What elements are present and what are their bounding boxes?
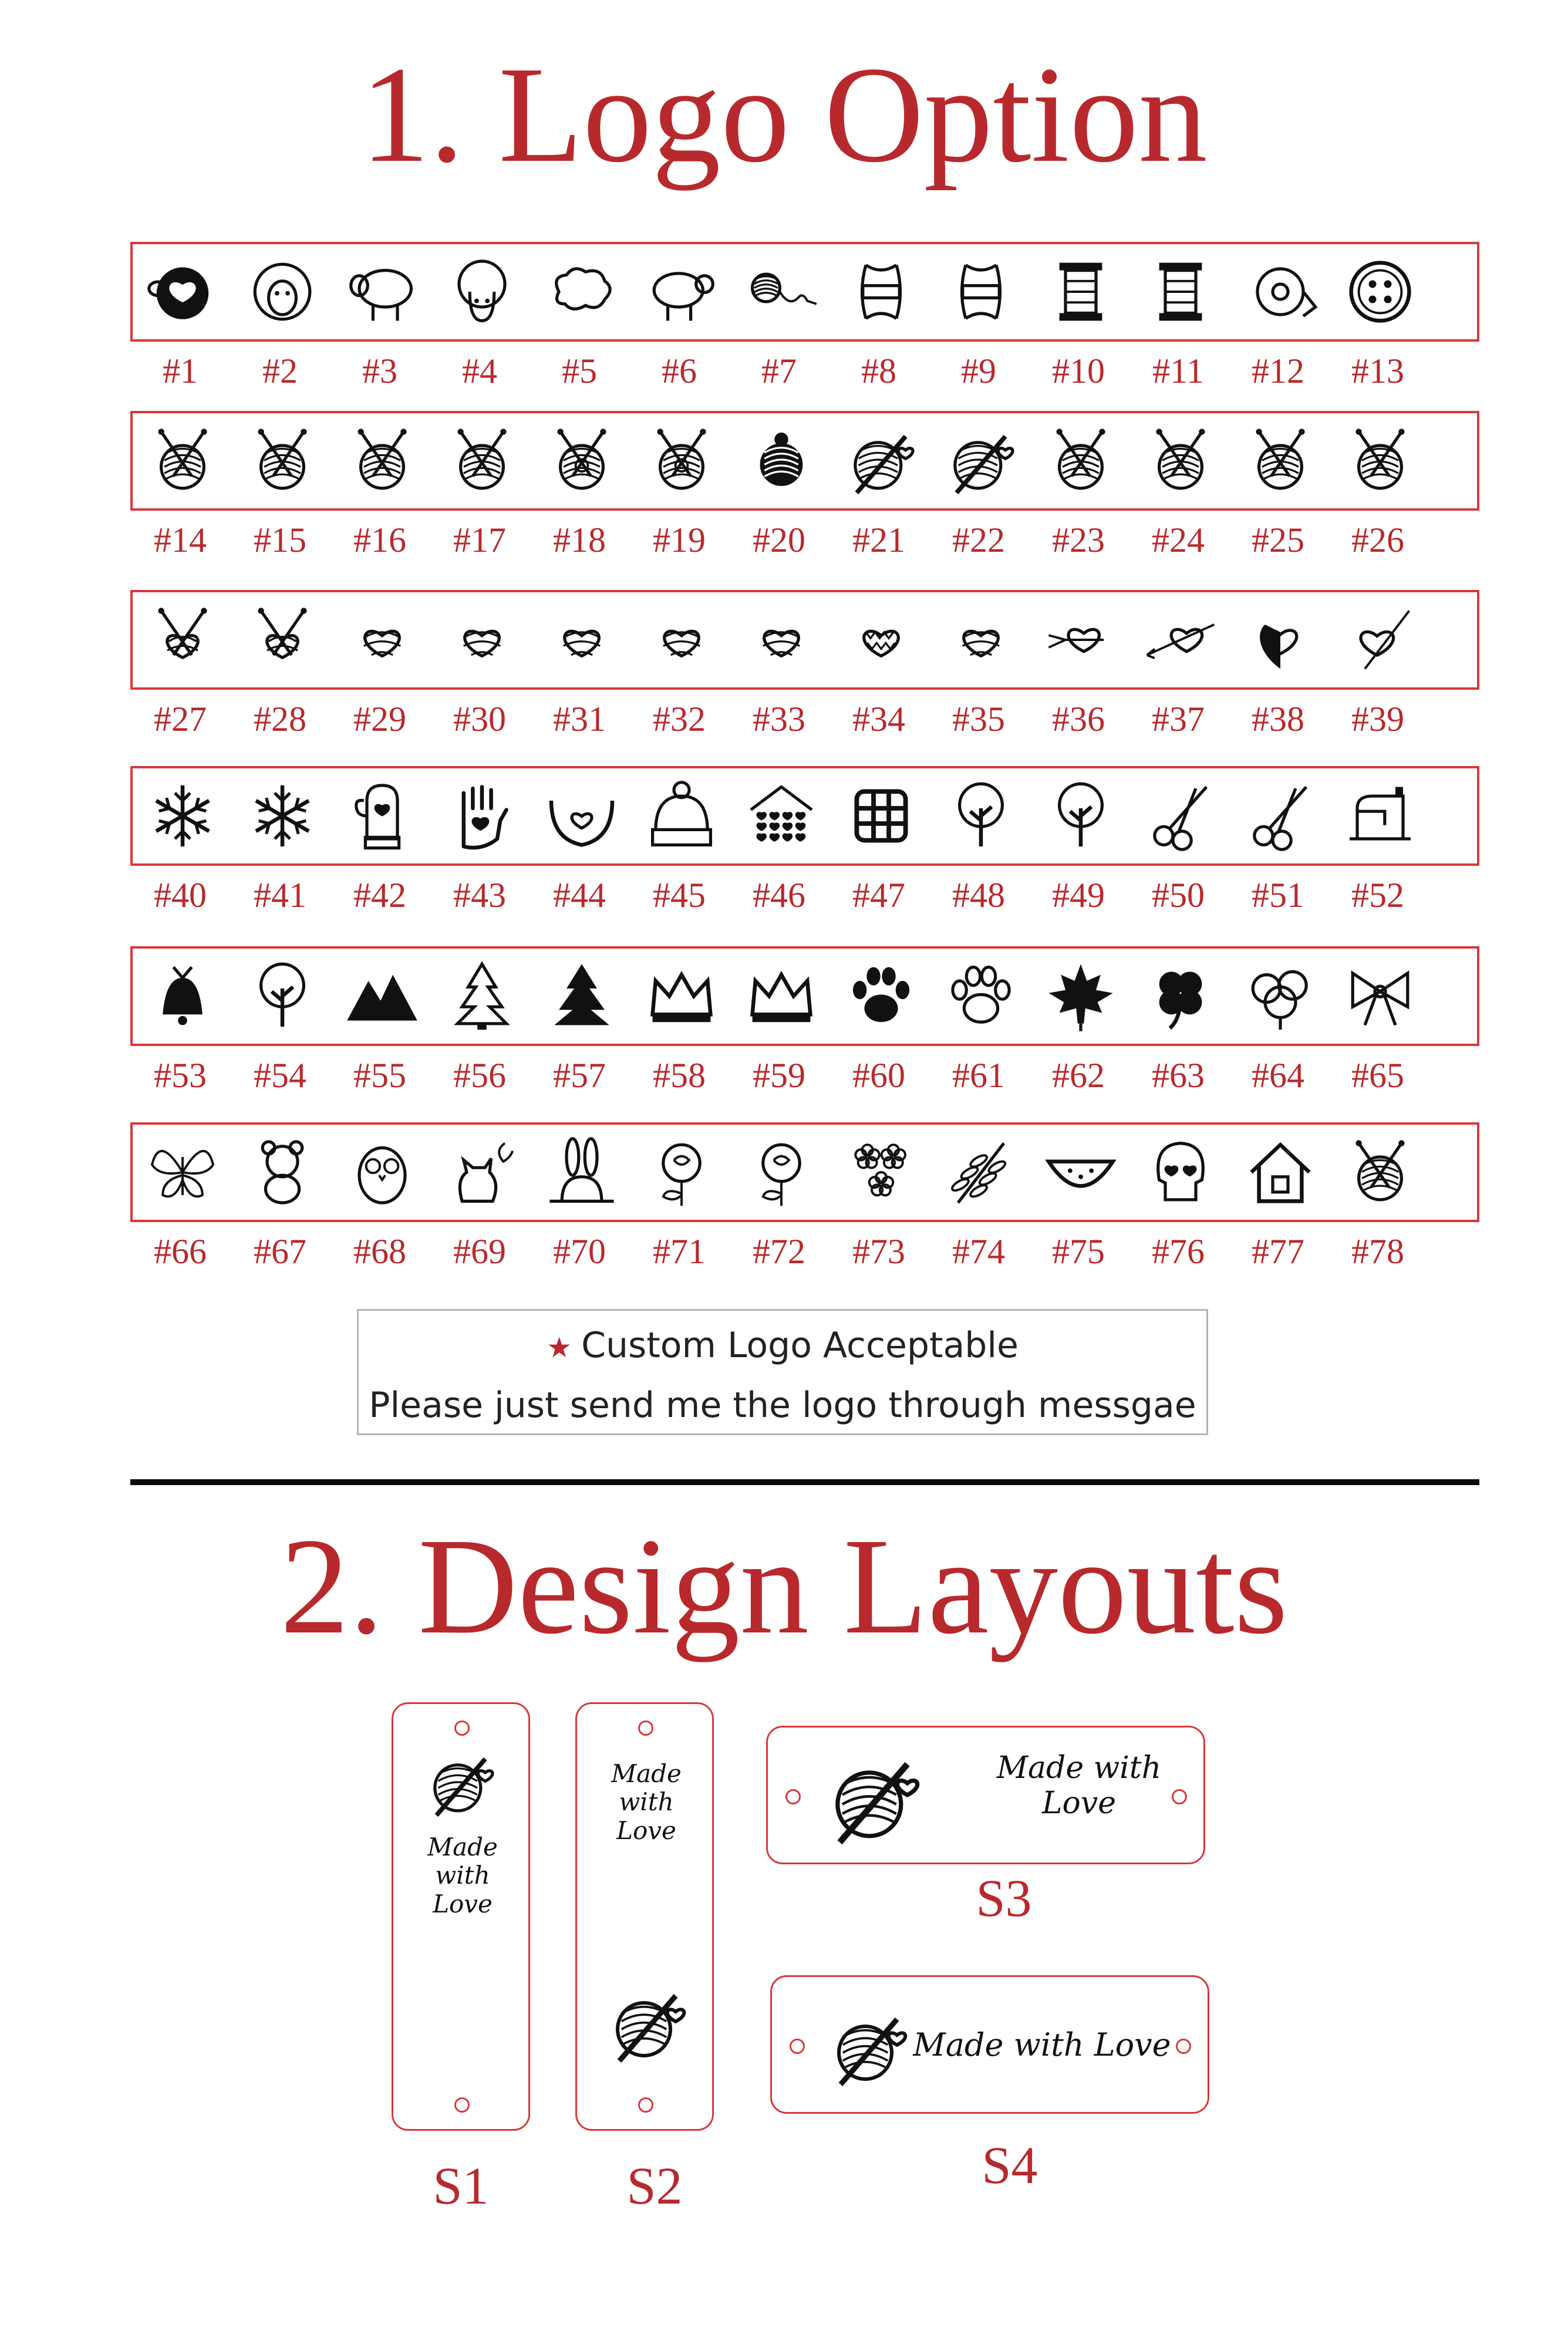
logo-number: #46 <box>753 876 805 915</box>
logo-number: #18 <box>553 521 606 559</box>
layout-text-line1: Made with <box>996 1750 1162 1786</box>
logo-number: #34 <box>852 700 905 738</box>
logo-number: #39 <box>1351 700 1404 738</box>
logo-number: #60 <box>852 1056 905 1095</box>
logo-number: #17 <box>453 521 506 559</box>
sheep-icon[interactable] <box>338 244 426 339</box>
sheep-heart-icon[interactable] <box>139 244 227 339</box>
rose-icon[interactable] <box>638 1125 726 1220</box>
snowflake-icon[interactable] <box>238 768 326 863</box>
logo-number: #38 <box>1252 700 1304 738</box>
logo-number: #23 <box>1052 521 1105 559</box>
cotton-icon[interactable] <box>1236 949 1324 1044</box>
layout-text-line2: Love <box>1042 1785 1116 1821</box>
logo-number: #37 <box>1152 700 1205 738</box>
logo-number: #61 <box>952 1056 1005 1095</box>
logo-number: #51 <box>1252 876 1304 915</box>
logo-number: #6 <box>662 352 697 390</box>
ram-icon[interactable] <box>638 244 726 339</box>
butterfly-icon[interactable] <box>139 1125 227 1220</box>
logo-row <box>130 1122 1479 1222</box>
clover-icon[interactable] <box>1137 949 1225 1044</box>
logo-number: #68 <box>353 1232 406 1271</box>
pine-tree-icon[interactable] <box>538 949 626 1044</box>
logo-number: #24 <box>1152 521 1205 559</box>
yarn-heart-needles-icon[interactable] <box>238 592 326 687</box>
yarn-strand-icon[interactable] <box>737 244 825 339</box>
heart-needle-icon[interactable] <box>1336 592 1424 687</box>
logo-number: #67 <box>254 1232 306 1271</box>
tag-hole <box>454 1720 470 1736</box>
yarn-ball-turtle-icon[interactable] <box>737 413 825 508</box>
logo-number: #26 <box>1351 521 1404 559</box>
yarn-ball-needles-icon[interactable] <box>1336 1125 1424 1220</box>
logo-number: #62 <box>1052 1056 1105 1095</box>
logo-number: #58 <box>653 1056 706 1095</box>
logo-number: #45 <box>653 876 706 915</box>
bell-icon[interactable] <box>139 949 227 1044</box>
yarn-ball-hook-icon <box>809 1745 938 1851</box>
logo-row <box>130 590 1479 690</box>
watermelon-icon[interactable] <box>1037 1125 1125 1220</box>
layout-s1-tag[interactable] <box>392 1702 530 2131</box>
thread-spool-icon[interactable] <box>1137 244 1225 339</box>
logo-number: #54 <box>254 1056 306 1095</box>
tree-icon[interactable] <box>238 949 326 1044</box>
logo-row <box>130 242 1479 342</box>
logo-number: #21 <box>852 521 905 559</box>
bow-icon[interactable] <box>1336 949 1424 1044</box>
yarn-heart-icon[interactable] <box>338 592 426 687</box>
logo-number: #44 <box>553 876 606 915</box>
yarn-ball-needles-icon[interactable] <box>438 413 526 508</box>
yarn-heart-needles-icon[interactable] <box>139 592 227 687</box>
yarn-ball-needles-icon[interactable] <box>1137 413 1225 508</box>
yarn-ball-needles-icon[interactable] <box>338 413 426 508</box>
heart-ribbon-icon[interactable] <box>1037 592 1125 687</box>
tag-hole <box>1172 1789 1187 1804</box>
yarn-skein-icon[interactable] <box>937 244 1025 339</box>
scissors-icon[interactable] <box>1236 768 1324 863</box>
logo-number: #63 <box>1152 1056 1205 1095</box>
logo-number: #65 <box>1351 1056 1404 1095</box>
yarn-heart-icon[interactable] <box>737 592 825 687</box>
yarn-heart-icon[interactable] <box>538 592 626 687</box>
sheep-face-icon[interactable] <box>238 244 326 339</box>
heart-half-icon[interactable] <box>1236 592 1324 687</box>
section-title-design-layouts: 2. Design Layouts <box>280 1510 1288 1662</box>
hands-heart-icon[interactable] <box>538 768 626 863</box>
logo-number: #69 <box>453 1232 506 1271</box>
logo-number: #13 <box>1351 352 1404 390</box>
custom-note-line2: Please just send me the logo through messgae <box>369 1385 1196 1426</box>
button-icon[interactable] <box>1336 244 1424 339</box>
logo-number: #35 <box>952 700 1005 738</box>
yarn-heart-icon[interactable] <box>937 592 1025 687</box>
logo-number: #29 <box>353 700 406 738</box>
tag-hole <box>454 2097 470 2113</box>
logo-number: #56 <box>453 1056 506 1095</box>
logo-number: #53 <box>154 1056 207 1095</box>
logo-number: #75 <box>1052 1232 1105 1271</box>
yarn-heart-icon[interactable] <box>438 592 526 687</box>
logo-number: #48 <box>952 876 1005 915</box>
maple-leaf-icon[interactable] <box>1037 949 1125 1044</box>
paw-outline-icon[interactable] <box>937 949 1025 1044</box>
rose-icon[interactable] <box>737 1125 825 1220</box>
logo-number: #5 <box>562 352 597 390</box>
logo-number: #28 <box>254 700 306 738</box>
star-icon: ★ <box>547 1331 572 1364</box>
logo-number: #66 <box>154 1232 207 1271</box>
crown-icon[interactable] <box>737 949 825 1044</box>
yarn-skein-icon[interactable] <box>837 244 925 339</box>
yarn-ball-hook-icon <box>813 2003 925 2091</box>
yarn-ball-hook-icon[interactable] <box>937 413 1025 508</box>
layout-text-line2: Love <box>616 1816 676 1845</box>
sheep-head-icon[interactable] <box>438 244 526 339</box>
yarn-ball-needles-icon[interactable] <box>1336 413 1424 508</box>
logo-number: #32 <box>653 700 706 738</box>
layout-label-s1: S1 <box>433 2157 489 2215</box>
crown-icon[interactable] <box>638 949 726 1044</box>
logo-number: #30 <box>453 700 506 738</box>
logo-number: #55 <box>353 1056 406 1095</box>
section-title-logo-option: 1. Logo Option <box>360 38 1208 191</box>
yarn-ball-hook-icon <box>417 1745 505 1821</box>
layout-label-s4: S4 <box>982 2137 1038 2195</box>
logo-number: #71 <box>653 1232 706 1271</box>
yarn-ball-hook-icon <box>592 1980 703 2068</box>
scissors-icon[interactable] <box>1137 768 1225 863</box>
logo-number: #7 <box>761 352 797 390</box>
logo-number: #3 <box>362 352 397 390</box>
logo-number: #33 <box>753 700 805 738</box>
cat-moon-icon[interactable] <box>438 1125 526 1220</box>
logo-number: #9 <box>961 352 996 390</box>
logo-number: #77 <box>1252 1232 1304 1271</box>
logo-number: #36 <box>1052 700 1105 738</box>
logo-number: #27 <box>154 700 207 738</box>
owl-icon[interactable] <box>338 1125 426 1220</box>
house-icon[interactable] <box>1236 1125 1324 1220</box>
heart-arrow-icon[interactable] <box>1137 592 1225 687</box>
logo-number: #4 <box>462 352 497 390</box>
teddy-bear-icon[interactable] <box>238 1125 326 1220</box>
yarn-ball-sheep-icon[interactable] <box>538 413 626 508</box>
logo-number: #19 <box>653 521 706 559</box>
tag-hole <box>638 2097 653 2113</box>
layout-text: Made with Love <box>913 2026 1171 2063</box>
logo-number: #74 <box>952 1232 1005 1271</box>
layout-label-s2: S2 <box>626 2157 683 2215</box>
yarn-ball-needles-icon[interactable] <box>139 413 227 508</box>
logo-number: #16 <box>353 521 406 559</box>
layout-text-line2: Love <box>433 1889 493 1918</box>
logo-number: #43 <box>453 876 506 915</box>
logo-number: #12 <box>1252 352 1304 390</box>
sewing-machine-icon[interactable] <box>1336 768 1424 863</box>
knit-hearts-icon[interactable] <box>737 768 825 863</box>
logo-number: #41 <box>254 876 306 915</box>
flowers-icon[interactable] <box>837 1125 925 1220</box>
logo-number: #50 <box>1152 876 1205 915</box>
sheep-outline-icon[interactable] <box>538 244 626 339</box>
logo-number: #52 <box>1351 876 1404 915</box>
logo-number: #14 <box>154 521 207 559</box>
tag-hole <box>638 1720 653 1736</box>
mitten-icon[interactable] <box>338 768 426 863</box>
layout-s4-tag[interactable] <box>770 1975 1209 2114</box>
logo-number: #47 <box>852 876 905 915</box>
layout-s3-tag[interactable] <box>766 1726 1205 1864</box>
logo-row <box>130 946 1479 1046</box>
yarn-ball-hook-icon[interactable] <box>837 413 925 508</box>
tape-measure-icon[interactable] <box>1236 244 1324 339</box>
bunny-icon[interactable] <box>538 1125 626 1220</box>
leaf-branch-icon[interactable] <box>937 1125 1025 1220</box>
beanie-icon[interactable] <box>638 768 726 863</box>
knit-heart-icon[interactable] <box>837 592 925 687</box>
logo-number: #1 <box>163 352 198 390</box>
mountains-icon[interactable] <box>338 949 426 1044</box>
logo-number: #76 <box>1152 1232 1205 1271</box>
tag-hole <box>790 2039 805 2054</box>
logo-number: #59 <box>753 1056 805 1095</box>
logo-number: #78 <box>1351 1232 1404 1271</box>
logo-number: #10 <box>1052 352 1105 390</box>
logo-number: #31 <box>553 700 606 738</box>
logo-number: #42 <box>353 876 406 915</box>
custom-note-line1: Custom Logo Acceptable <box>581 1325 1019 1366</box>
tree-icon[interactable] <box>937 768 1025 863</box>
logo-number: #22 <box>952 521 1005 559</box>
custom-logo-note <box>357 1309 1208 1435</box>
yarn-ball-needles-icon[interactable] <box>238 413 326 508</box>
knot-icon[interactable] <box>837 768 925 863</box>
tag-hole <box>785 1789 801 1804</box>
skull-icon[interactable] <box>1137 1125 1225 1220</box>
thread-spool-icon[interactable] <box>1037 244 1125 339</box>
hand-heart-icon[interactable] <box>438 768 526 863</box>
yarn-ball-needles-icon[interactable] <box>1236 413 1324 508</box>
logo-number: #20 <box>753 521 805 559</box>
paw-icon[interactable] <box>837 949 925 1044</box>
logo-number: #8 <box>861 352 896 390</box>
logo-number: #64 <box>1252 1056 1304 1095</box>
section-divider <box>130 1479 1479 1485</box>
logo-row <box>130 766 1479 866</box>
layout-s2-tag[interactable] <box>575 1702 714 2131</box>
logo-number: #2 <box>262 352 298 390</box>
tag-hole <box>1176 2039 1191 2054</box>
yarn-ball-needles-icon[interactable] <box>1037 413 1125 508</box>
logo-number: #72 <box>753 1232 805 1271</box>
logo-number: #40 <box>154 876 207 915</box>
layout-label-s3: S3 <box>976 1870 1032 1928</box>
logo-number: #49 <box>1052 876 1105 915</box>
yarn-ball-sheep-icon[interactable] <box>638 413 726 508</box>
logo-row <box>130 411 1479 511</box>
logo-number: #70 <box>553 1232 606 1271</box>
logo-number: #11 <box>1152 352 1204 390</box>
snowflake-icon[interactable] <box>139 768 227 863</box>
yarn-heart-icon[interactable] <box>638 592 726 687</box>
logo-number: #57 <box>553 1056 606 1095</box>
logo-number: #73 <box>852 1232 905 1271</box>
christmas-tree-icon[interactable] <box>438 949 526 1044</box>
logo-number: #25 <box>1252 521 1304 559</box>
tree-icon[interactable] <box>1037 768 1125 863</box>
logo-number: #15 <box>254 521 306 559</box>
layout-text-line1: Made with <box>611 1759 682 1817</box>
layout-text-line1: Made with <box>427 1833 498 1890</box>
